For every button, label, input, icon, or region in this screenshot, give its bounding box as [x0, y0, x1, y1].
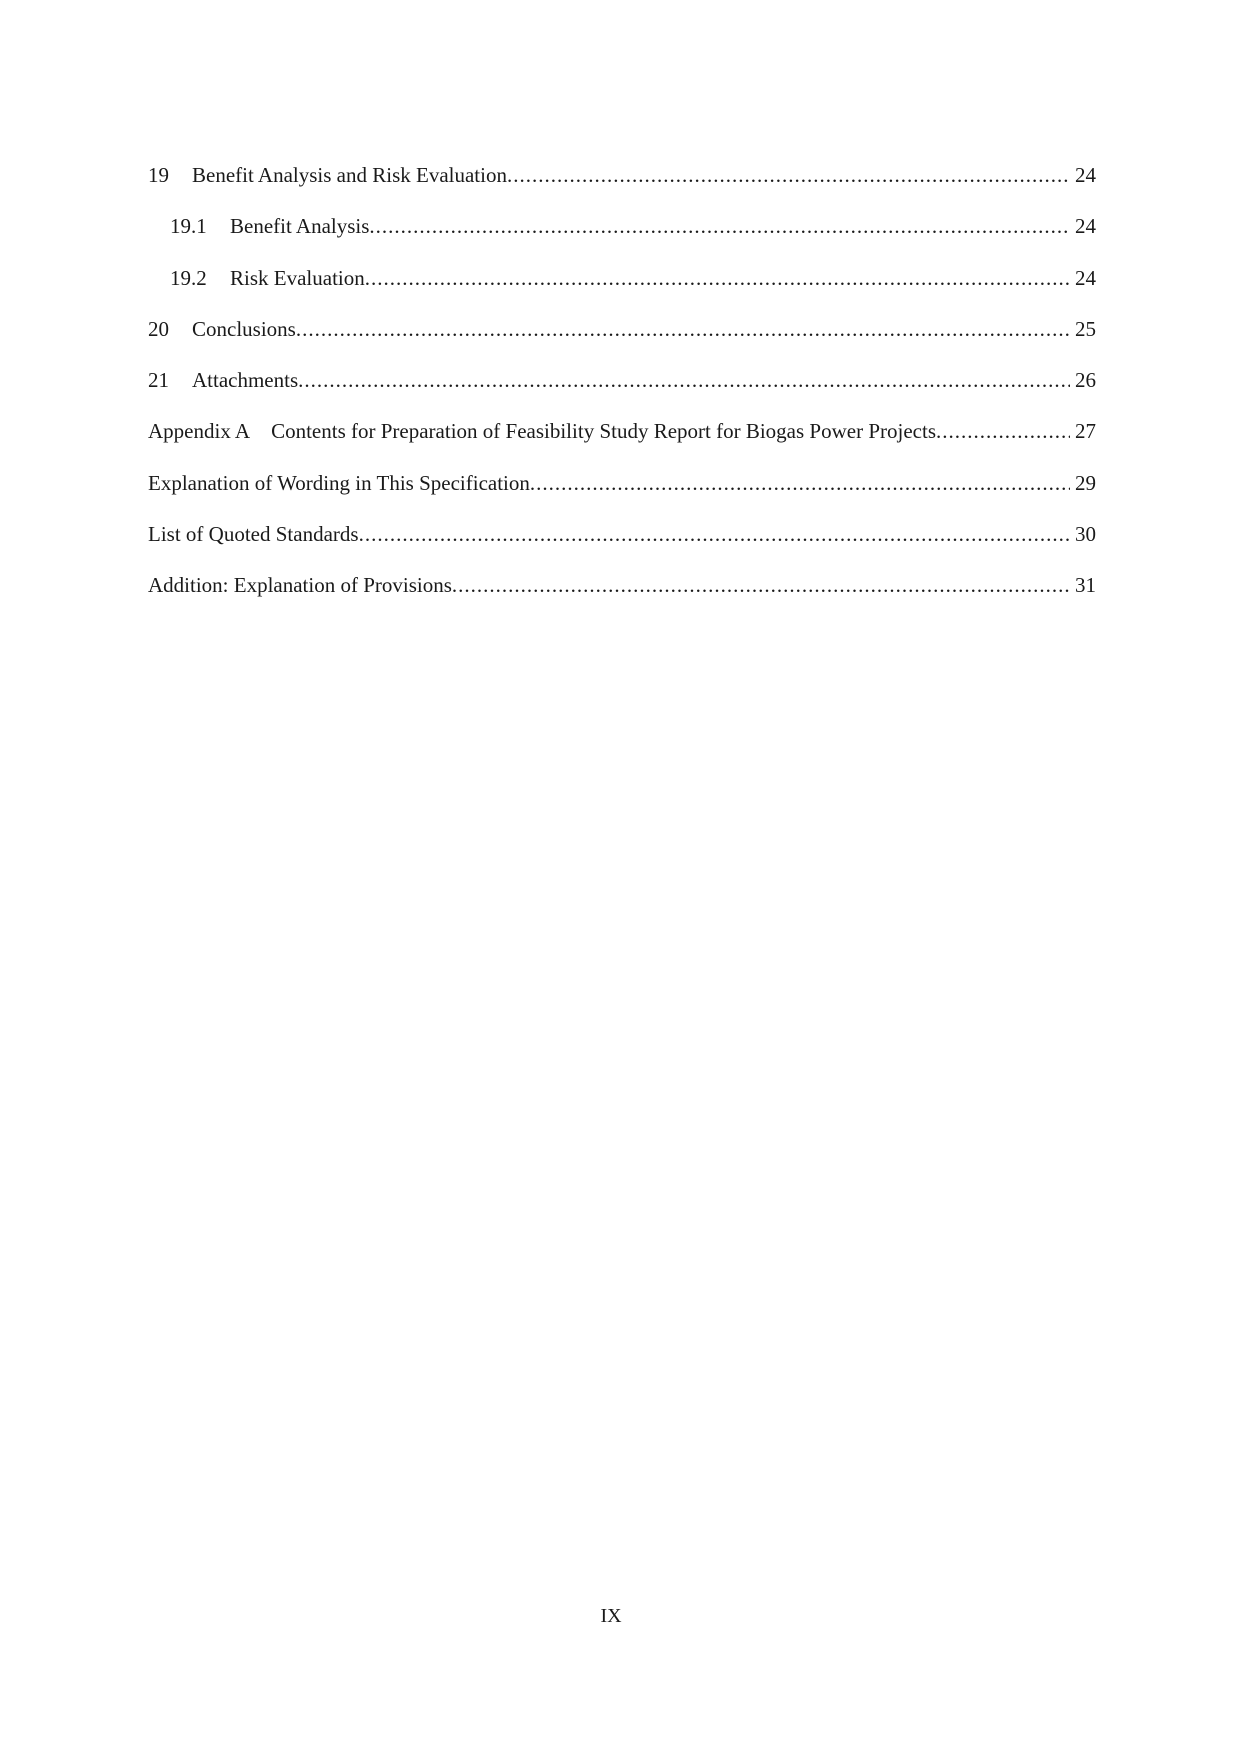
- toc-entry-explanation-of-wording[interactable]: [148, 466, 1096, 517]
- toc-entry-page: 31: [1075, 573, 1096, 598]
- toc-dot-leader: [298, 363, 1070, 397]
- toc-dot-leader: [359, 517, 1070, 551]
- toc-dot-leader: [452, 568, 1070, 602]
- toc-entry-title: Benefit Analysis: [230, 214, 370, 239]
- toc-entry-20[interactable]: [148, 312, 1096, 363]
- toc-entry-title: List of Quoted Standards: [148, 522, 359, 547]
- toc-entry-number: 19.1: [170, 214, 207, 239]
- toc-entry-19-2[interactable]: [148, 261, 1096, 312]
- toc-dot-leader: [936, 414, 1070, 448]
- toc-dot-leader: [530, 466, 1070, 500]
- toc-entry-title: Contents for Preparation of Feasibility Study Report for Biogas Power Projects: [271, 419, 936, 444]
- toc-entry-number: 20: [148, 316, 169, 341]
- toc-dot-leader: [507, 158, 1070, 192]
- toc-entry-page: 25: [1075, 316, 1096, 341]
- toc-dot-leader: [296, 312, 1070, 346]
- toc-entry-number: 19: [148, 163, 169, 187]
- toc-entry-page: 24: [1075, 214, 1096, 239]
- toc-entry-page: 29: [1075, 470, 1096, 495]
- toc-entry-title: Explanation of Wording in This Specification: [148, 470, 530, 495]
- toc-entry-appendix-a[interactable]: [148, 414, 1096, 465]
- table-of-contents: [148, 158, 1096, 620]
- toc-entry-19-1[interactable]: [148, 209, 1096, 260]
- toc-entry-19[interactable]: [148, 158, 1096, 209]
- toc-entry-title: Attachments: [192, 368, 299, 393]
- toc-entry-21[interactable]: [148, 363, 1096, 414]
- toc-entry-page: 24: [1075, 163, 1096, 187]
- toc-entry-page: 24: [1075, 265, 1096, 290]
- toc-entry-page: 30: [1075, 522, 1096, 547]
- toc-entry-page: 27: [1075, 419, 1096, 444]
- toc-entry-list-of-quoted-standards[interactable]: [148, 517, 1096, 568]
- toc-entry-explanation-of-provisions[interactable]: [148, 568, 1096, 619]
- toc-entry-number: Appendix A: [148, 419, 251, 444]
- toc-entry-title: Benefit Analysis and Risk Evaluation: [192, 163, 507, 187]
- toc-dot-leader: [365, 261, 1070, 295]
- toc-entry-title: Conclusions: [192, 316, 296, 341]
- toc-entry-title: Addition: Explanation of Provisions: [148, 573, 452, 598]
- toc-entry-number: 19.2: [170, 265, 207, 290]
- toc-dot-leader: [369, 209, 1070, 243]
- toc-entry-number: 21: [148, 368, 169, 393]
- toc-entry-page: 26: [1075, 368, 1096, 393]
- page-number: IX: [600, 1605, 622, 1627]
- toc-entry-title: Risk Evaluation: [230, 265, 365, 290]
